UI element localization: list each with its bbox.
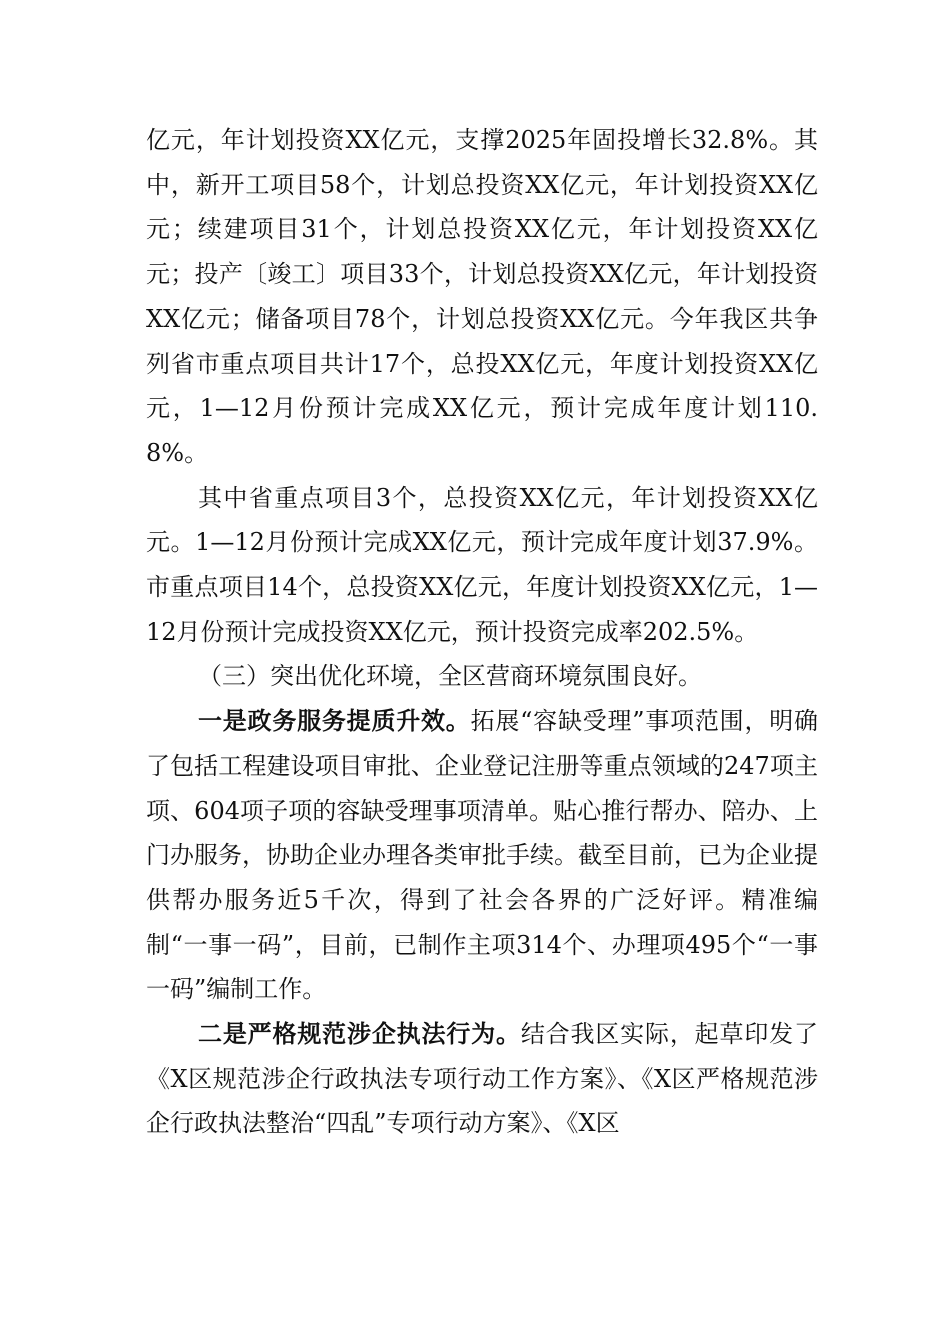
paragraph-government-services <box>146 699 818 1012</box>
paragraph-investment-summary <box>146 118 818 476</box>
paragraph-text: 拓展“容缺受理”事项范围，明确了包括工程建设项目审批、企业登记注册等重点领域的247项主项、604项子项的容缺受理事项清单。贴心推行帮办、陪办、上门办服务，协助企业办理各类审批手续。截至目前，已为企业提供帮办服务近5千次，得到了社会各界的广泛好评。精准编制“一事一码”，目前，已制作主项314个、办理项495个“一事一码”编制工作。 <box>146 707 818 1004</box>
paragraph-lead: 二是严格规范涉企执法行为。 <box>198 1019 521 1049</box>
paragraph-text: 其中省重点项目3个，总投资XX亿元，年计划投资XX亿元。1—12月份预计完成XX亿元，预计完成年度计划37.9%。市重点项目14个，总投资XX亿元，年度计划投资XX亿元，1—12月份预计完成投资XX亿元，预计投资完成率202.5%。 <box>146 483 818 646</box>
section-heading-optimize-environment <box>146 654 818 699</box>
paragraph-lead: 一是政务服务提质升效。 <box>198 706 471 736</box>
paragraph-text: 结合我区实际，起草印发了《X区规范涉企行政执法专项行动工作方案》、《X区严格规范涉企行政执法整治“四乱”专项行动方案》、《X区 <box>146 1020 819 1138</box>
heading-text: （三）突出优化环境，全区营商环境氛围良好。 <box>198 662 702 691</box>
paragraph-law-enforcement <box>146 1012 818 1146</box>
paragraph-text: 亿元，年计划投资XX亿元，支撑2025年固投增长32.8%。其中，新开工项目58个，计划总投资XX亿元，年计划投资XX亿元；续建项目31个，计划总投资XX亿元，年计划投资XX亿元；投产〔竣工〕项目33个，计划总投资XX亿元，年计划投资XX亿元；储备项目78个，计划总投资XX亿元。今年我区共争列省市重点项目共计17个，总投XX亿元，年度计划投资XX亿元，1—12月份预计完成XX亿元，预计完成年度计划110.8%。 <box>146 126 818 467</box>
document-page <box>146 118 818 1146</box>
paragraph-key-projects <box>146 476 818 655</box>
